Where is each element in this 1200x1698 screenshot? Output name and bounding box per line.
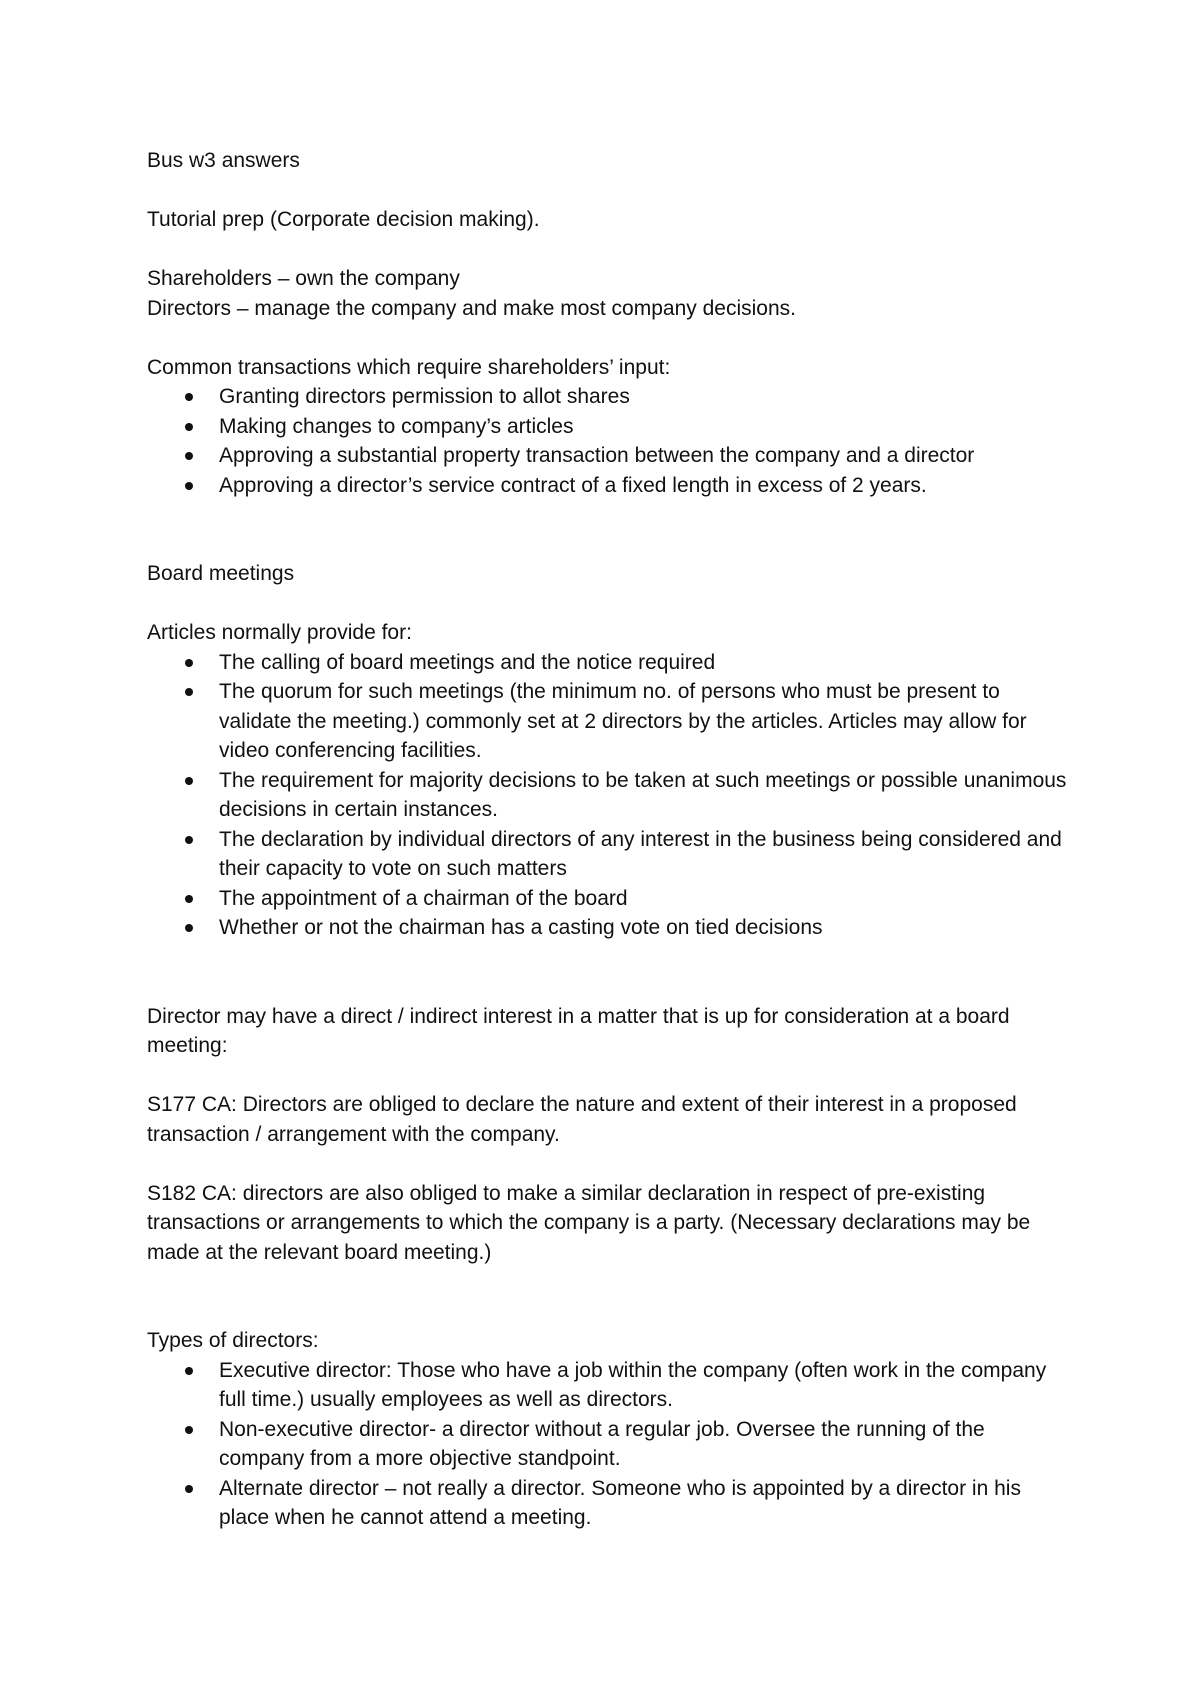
document-body: [147, 146, 1067, 1533]
types-of-directors-heading: Types of directors:: [147, 1329, 319, 1352]
bullet-icon: [185, 1426, 193, 1434]
bullet-icon: [185, 836, 193, 844]
bullet-icon: [185, 895, 193, 903]
list-item: The appointment of a chairman of the board: [147, 884, 1067, 914]
list-item: Making changes to company’s articles: [147, 412, 1067, 442]
s177-paragraph: S177 CA: Directors are obliged to declare the nature and extent of their interest in a proposed transaction / arrangement with the company.: [147, 1093, 1017, 1146]
bullet-icon: [185, 688, 193, 696]
list-item: The quorum for such meetings (the minimum no. of persons who must be present to validate the meeting.) commonly set at 2 directors by the articles. Articles may allow for video conferencing facilities.: [147, 677, 1067, 766]
list-item: The declaration by individual directors of any interest in the business being considered and their capacity to vote on such matters: [147, 825, 1067, 884]
list-item: Alternate director – not really a director. Someone who is appointed by a director in his place when he cannot attend a meeting.: [147, 1474, 1067, 1533]
bullet-icon: [185, 659, 193, 667]
bullet-icon: [185, 423, 193, 431]
list-item: The calling of board meetings and the notice required: [147, 648, 1067, 678]
list-item: Granting directors permission to allot shares: [147, 382, 1067, 412]
bullet-icon: [185, 1367, 193, 1375]
role-directors: Directors – manage the company and make most company decisions.: [147, 296, 796, 320]
document-subtitle: Tutorial prep (Corporate decision making).: [147, 208, 540, 231]
s182-paragraph: S182 CA: directors are also obliged to make a similar declaration in respect of pre-existing transactions or arrangements to which the company is a party. (Necessary declarations may be made at the relevant board meeting.): [147, 1181, 1031, 1264]
interest-intro: Director may have a direct / indirect interest in a matter that is up for consideration at a board meeting:: [147, 1004, 1010, 1057]
document-title: Bus w3 answers: [147, 149, 300, 172]
list-item: Approving a director’s service contract of a fixed length in excess of 2 years.: [147, 471, 1067, 501]
bullet-icon: [185, 393, 193, 401]
list-item: The requirement for majority decisions to be taken at such meetings or possible unanimous decisions in certain instances.: [147, 766, 1067, 825]
list-item: Whether or not the chairman has a casting vote on tied decisions: [147, 913, 1067, 943]
role-shareholders: Shareholders – own the company: [147, 267, 460, 290]
list-item: Executive director: Those who have a job within the company (often work in the company full time.) usually employees as well as directors.: [147, 1356, 1067, 1415]
bullet-icon: [185, 924, 193, 932]
list-item: Approving a substantial property transaction between the company and a director: [147, 441, 1067, 471]
bullet-icon: [185, 777, 193, 785]
bullet-icon: [185, 1485, 193, 1493]
types-of-directors-list: [147, 1356, 1067, 1533]
shareholders-input-heading: Common transactions which require shareholders’ input:: [147, 355, 671, 379]
bullet-icon: [185, 482, 193, 490]
bullet-icon: [185, 452, 193, 460]
board-meetings-list: [147, 648, 1067, 943]
shareholders-input-list: [147, 382, 1067, 500]
board-meetings-heading: Board meetings: [147, 562, 295, 585]
list-item: Non-executive director- a director without a regular job. Oversee the running of the company from a more objective standpoint.: [147, 1415, 1067, 1474]
board-meetings-intro: Articles normally provide for:: [147, 621, 412, 644]
